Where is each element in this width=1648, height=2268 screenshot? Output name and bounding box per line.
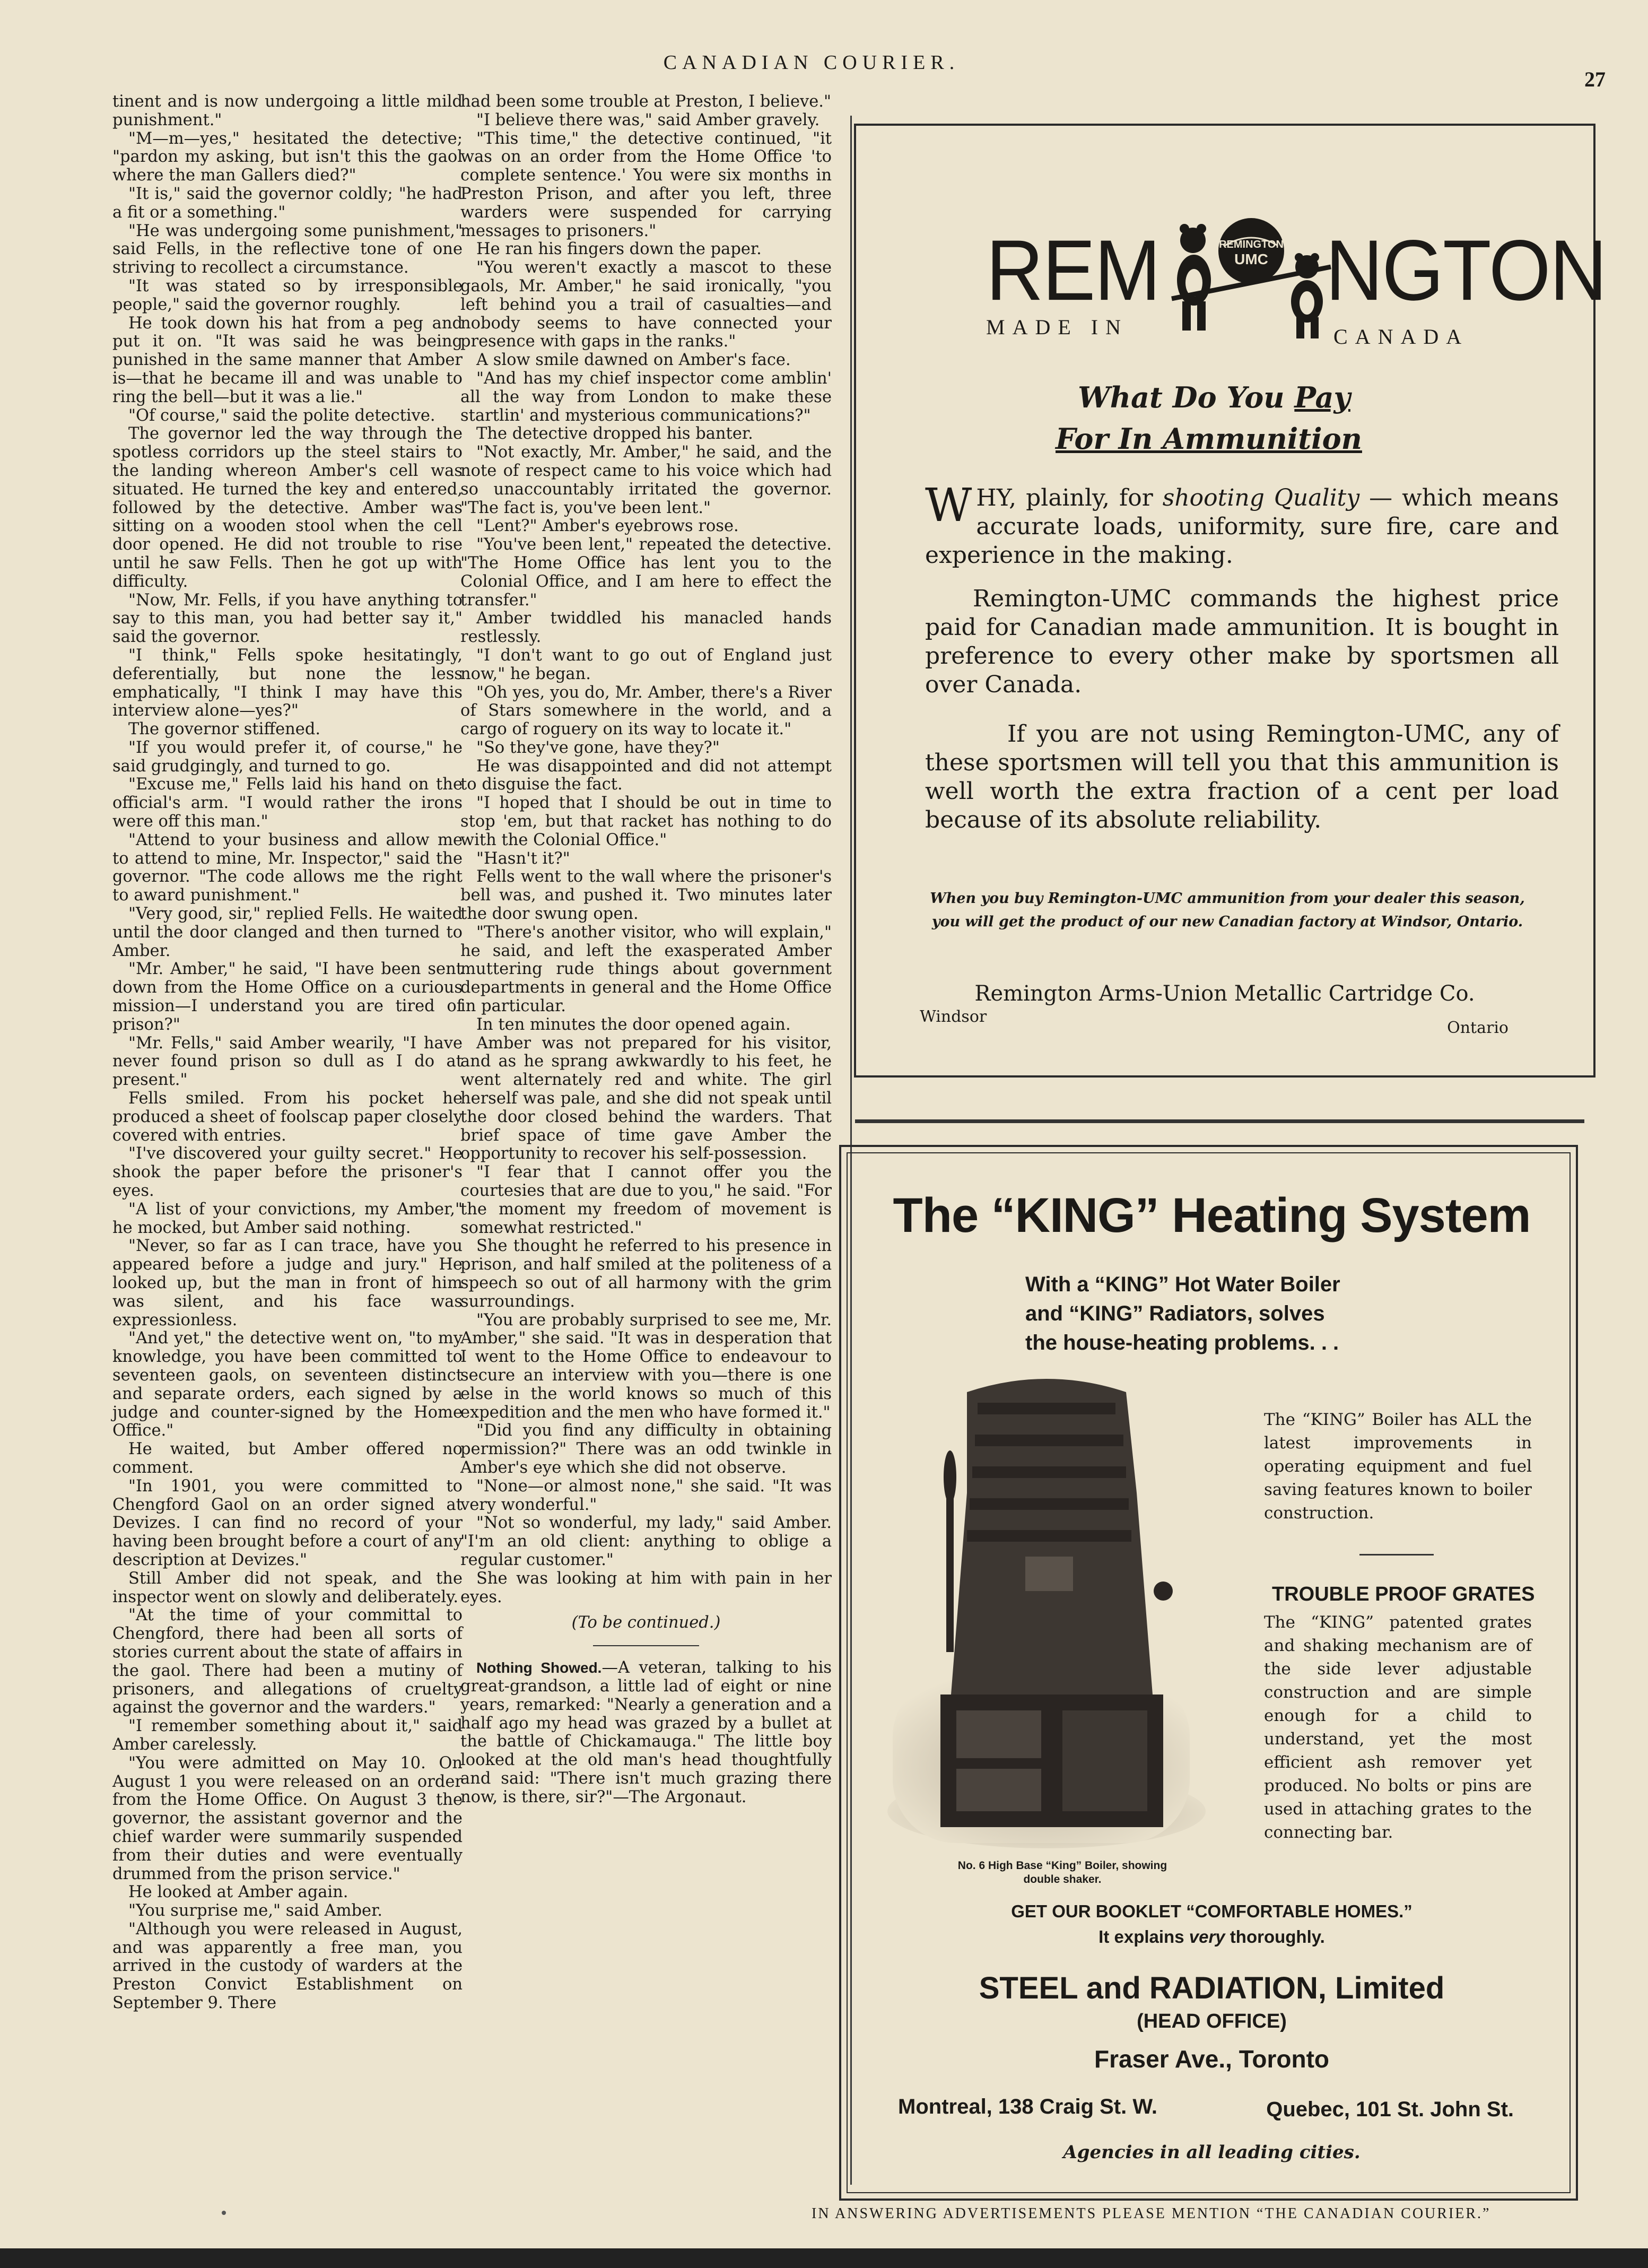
- caption-line: double shaker.: [1023, 1873, 1102, 1885]
- remington-emblem-icon: [1161, 208, 1336, 341]
- paragraph: "This time," the detective continued, "it was on an order from the Home Office 'to complete sentence.' You were six months in Preston Prison, and after you left, three warders were suspended for carrying messages to prisoners.": [460, 129, 832, 240]
- ad-separator: [855, 1119, 1584, 1123]
- montreal-address: Montreal, 138 Craig St. W.: [898, 2095, 1158, 2118]
- paragraph: Fells smiled. From his pocket he produced a sheet of foolscap paper closely covered with entries.: [112, 1089, 463, 1145]
- paragraph: "You were admitted on May 10. On August 1 you were released on an order from the Home Office. On August 3 the governor, the assistant governor and the chief warder were summarily suspended from their duties and were eventually drummed from the prison service.": [112, 1753, 463, 1883]
- paragraph: "Lent?" Amber's eyebrows rose.: [476, 517, 739, 536]
- paragraph: The detective dropped his banter.: [476, 424, 753, 444]
- boiler-description: The “KING” Boiler has ALL the latest improvements in operating equipment and fuel saving features known to boiler construction.: [1264, 1410, 1532, 1523]
- paragraph: She thought he referred to his presence in prison, and half smiled at the politeness of a speech so out of all harmony with the grim surroundings.: [460, 1237, 832, 1311]
- ad-title: The “KING” Heating System: [893, 1188, 1531, 1242]
- booklet-text: thoroughly.: [1225, 1927, 1325, 1947]
- ad-text: — which means accurate loads, uniformity, sure fire, care and experience in the making.: [925, 484, 1559, 569]
- booklet-line: GET OUR BOOKLET “COMFORTABLE HOMES.”: [1011, 1901, 1412, 1921]
- paragraph: "I believe there was," said Amber gravely.: [476, 110, 820, 129]
- paragraph: He looked at Amber again.: [128, 1883, 348, 1902]
- paragraph: "It was stated so by irresponsible people," said the governor roughly.: [112, 276, 463, 314]
- paragraph: Still Amber did not speak, and the inspector went on slowly and deliberately.: [112, 1569, 463, 1606]
- paragraph: "Now, Mr. Fells, if you have anything to say to this man, you had better say it," said the governor.: [112, 590, 463, 647]
- paragraph: "None—or almost none," she said. "It was very wonderful.": [460, 1476, 832, 1514]
- paragraph: "Hasn't it?": [476, 849, 570, 868]
- paragraph: "There's another visitor, who will explain," he said, and left the exasperated Amber muttering rude things about government departments in general and the Home Office in particular.: [460, 923, 832, 1016]
- paragraph: "I've discovered your guilty secret." He shook the paper before the prisoner's eyes.: [112, 1144, 463, 1201]
- ad-italic-text: shooting Quality: [1162, 484, 1360, 511]
- paragraph: "Although you were released in August, and was apparently a free man, you arrived in the custody of warders at the Preston Convict Establishment on September 9. There: [112, 1919, 463, 2013]
- king-heating-advertisement: [839, 1145, 1578, 2201]
- paragraph: "Attend to your business and allow me to attend to mine, Mr. Inspector," said the governor. "The code allows me the right to award punishment.": [112, 830, 463, 905]
- paragraph: The governor led the way through the spotless corridors up the steel stairs to the landing whereon Amber's cell was situated. He turned the key and entered, followed by the detective. Amber was sitting on a wooden stool when the cell door opened. He did not trouble to rise until he saw Fells. Then he got up with difficulty.: [112, 424, 463, 591]
- ad-paragraph-1: [925, 479, 1559, 570]
- grates-heading: TROUBLE PROOF GRATES: [1272, 1583, 1535, 1605]
- booklet-emphasis: very: [1189, 1927, 1225, 1947]
- logo-text-right: NGTON: [1326, 222, 1606, 318]
- page-footer: IN ANSWERING ADVERTISEMENTS PLEASE MENTION “THE CANADIAN COURIER.”: [812, 2205, 1491, 2222]
- paragraph: She was looking at him with pain in her eyes.: [460, 1569, 832, 1606]
- ad-paragraph-2: Remington-UMC commands the highest price paid for Canadian made ammunition. It is bought in preference to every other make by sportsmen all over Canada.: [925, 585, 1559, 698]
- caption-line: No. 6 High Base “King” Boiler, showing: [957, 1859, 1167, 1872]
- paragraph: "And yet," the detective went on, "to my knowledge, you have been committed to seventeen gaols, on seventeen distinct and separate orders, each signed by a judge and counter-signed by the Home Office.": [112, 1329, 463, 1440]
- paragraph: "Not so wonderful, my lady," said Amber. "I'm an old client: anything to oblige a regular customer.": [460, 1514, 832, 1569]
- ad-company-name: Remington Arms-Union Metallic Cartridge Co.: [974, 981, 1475, 1006]
- paragraph: "Very good, sir," replied Fells. He waited until the door clanged and then turned to Amber.: [112, 905, 463, 960]
- booklet-text: It explains: [1098, 1927, 1189, 1947]
- paragraph: In ten minutes the door opened again.: [476, 1015, 791, 1034]
- paragraph: "And has my chief inspector come amblin' all the way from London to make these startlin' and mysterious communications?": [460, 369, 832, 425]
- subtitle-line: With a “KING” Hot Water Boiler: [1025, 1273, 1340, 1296]
- logo-text-left: REM: [986, 222, 1160, 318]
- image-caption: [903, 1859, 1222, 1887]
- paragraph: He ran his fingers down the paper.: [476, 240, 762, 259]
- headline-text: What Do You: [1078, 380, 1295, 414]
- paragraph: "You've been lent," repeated the detective. "The Home Office has lent you to the Colonial Office, and I am here to effect the transfer.": [460, 535, 832, 610]
- paragraph: He was disappointed and did not attempt to disguise the fact.: [460, 757, 832, 794]
- ad-text: HY, plainly, for: [976, 484, 1163, 511]
- paragraph: "I fear that I cannot offer you the courtesies that are due to you," he said. "For the moment my freedom of movement is somewhat restricted.": [460, 1163, 832, 1237]
- agencies-note: Agencies in all leading cities.: [1063, 2142, 1361, 2163]
- page-number: 27: [1584, 67, 1606, 91]
- running-head: CANADIAN COURIER.: [663, 51, 960, 74]
- ad-headline-line-2: [840, 422, 1577, 456]
- paragraph: "You surprise me," said Amber.: [128, 1901, 382, 1921]
- paragraph: He took down his hat from a peg and put it on. "It was said he was being punished in the same manner that Amber is—that he became ill and was unable to ring the bell—but it was a lie.": [112, 314, 463, 406]
- section-divider: [593, 1645, 699, 1646]
- booklet-offer: [848, 1899, 1576, 1950]
- drop-cap: W: [925, 479, 972, 532]
- paragraph: "Never, so far as I can trace, have you appeared before a judge and jury." He looked up, but the man in front of him was silent, and his face was expressionless.: [112, 1237, 463, 1329]
- anecdote: [460, 1659, 832, 1806]
- emblem-bottom-text: UMC: [1234, 251, 1268, 267]
- paragraph: Fells went to the wall where the prisoner's bell was, and pushed it. Two minutes later the door swung open.: [460, 867, 832, 924]
- canada-text: CANADA: [1333, 325, 1469, 349]
- paragraph: "Mr. Amber," he said, "I have been sent down from the Home Office on a curious mission—I understand you are tired of prison?": [112, 960, 463, 1034]
- headline-underlined: For In Ammunition: [1056, 422, 1362, 456]
- scan-edge: [0, 2248, 1648, 2268]
- paragraph: Amber twiddled his manacled hands restlessly.: [460, 609, 832, 647]
- anecdote-heading: Nothing Showed.: [476, 1659, 602, 1676]
- ad-province: Ontario: [1447, 1019, 1509, 1037]
- paragraph: "He was undergoing some punishment," said Fells, in the reflective tone of one striving to recollect a circumstance.: [112, 221, 463, 277]
- bear-right-icon: [1291, 253, 1323, 338]
- paragraph: Amber was not prepared for his visitor, and as he sprang awkwardly to his feet, he went alternately red and white. The girl herself was pale, and she did not speak until the door closed behind the warders. That brief space of time gave Amber the opportunity to recover his self-possession.: [460, 1033, 832, 1163]
- subtitle-line: the house-heating problems. . .: [1025, 1331, 1339, 1354]
- paragraph: "Of course," said the polite detective.: [128, 406, 435, 425]
- booklet-line-2: [848, 1924, 1576, 1950]
- paragraph: "At the time of your committal to Chengford, there had been all sorts of stories current about the state of affairs in the gaol. There had been a mutiny of prisoners, and allegations of cruelty against the governor and the warders.": [112, 1606, 463, 1717]
- headline-underlined: Pay: [1294, 380, 1350, 414]
- grates-description: The “KING” patented grates and shaking mechanism are of the side lever adjustable construction and are simple enough for a child to understand, yet the most efficient ash remover yet produced. No bolts or pins are used in attaching grates to the connecting bar.: [1264, 1613, 1532, 1842]
- paragraph: "I don't want to go out of England just now," he began.: [460, 646, 832, 683]
- remington-advertisement: [854, 124, 1606, 1077]
- boiler-illustration: [887, 1355, 1206, 1854]
- paragraph: had been some trouble at Preston, I believe.": [460, 92, 832, 111]
- print-speck: [222, 2211, 226, 2215]
- paragraph: "It is," said the governor coldly; "he had a fit or a something.": [112, 184, 463, 222]
- paragraph: "A list of your convictions, my Amber," he mocked, but Amber said nothing.: [112, 1200, 463, 1237]
- quebec-address: Quebec, 101 St. John St.: [1266, 2098, 1514, 2121]
- paragraph: "If you would prefer it, of course," he said grudgingly, and turned to go.: [112, 738, 463, 776]
- remington-logo: [856, 222, 1606, 384]
- emblem-top-text: REMINGTON: [1219, 239, 1284, 250]
- paragraph: "In 1901, you were committed to Chengford Gaol on an order signed at Devizes. I can find no record of your having been brought before a court of any description at Devizes.": [112, 1476, 463, 1569]
- paragraph: "M—m—yes," hesitated the detective; "pardon my asking, but isn't this the gaol where the man Gallers died?": [112, 129, 463, 185]
- story-column-1: [112, 93, 463, 2013]
- ad-subtitle: [1025, 1270, 1340, 1358]
- ad-city: Windsor: [920, 1007, 987, 1026]
- paragraph: A slow smile dawned on Amber's face.: [476, 351, 791, 370]
- paragraph: "So they've gone, have they?": [476, 738, 720, 757]
- paragraph: "You are probably surprised to see me, Mr. Amber," she said. "It was in desperation that I went to the Home Office to endeavour to secure an interview with you—there is one else in the world knows so much of this expedition and the men who have formed it.": [460, 1310, 832, 1422]
- head-office-label: (HEAD OFFICE): [1137, 2010, 1287, 2032]
- paragraph: "I think," Fells spoke hesitatingly, deferentially, but none the less emphatically, "I think I may have this interview alone—yes?": [112, 646, 463, 720]
- paragraph: He waited, but Amber offered no comment.: [112, 1440, 463, 1477]
- paragraph: tinent and is now undergoing a little mild punishment.": [112, 92, 463, 129]
- page-header: [0, 51, 1648, 91]
- subtitle-line: and “KING” Radiators, solves: [1025, 1302, 1325, 1325]
- paragraph: "Excuse me," Fells laid his hand on the official's arm. "I would rather the irons were off this man.": [112, 775, 463, 831]
- bear-left-icon: [1177, 224, 1211, 331]
- head-office-address: Fraser Ave., Toronto: [1094, 2045, 1330, 2073]
- to-be-continued: (To be continued.): [571, 1613, 721, 1632]
- anecdote-text: —A veteran, talking to his great-grandson, a little lad of eight or nine years, remarked: "Nearly a generation and a half ago my head was grazed by a bullet at the battle of Chickamauga." The little boy looked at the old man's head thoughtfully and said: "There isn't much grazing there now, is there, sir?"—The Argonaut.: [460, 1658, 832, 1806]
- paragraph: "I hoped that I should be out in time to stop 'em, but that racket has nothing to do with the Colonial Office.": [460, 794, 832, 849]
- divider: [1359, 1554, 1434, 1556]
- paragraph: "Oh yes, you do, Mr. Amber, there's a River of Stars somewhere in the world, and a cargo of roguery on its way to locate it.": [460, 683, 832, 739]
- paragraph: "Mr. Fells," said Amber wearily, "I have never found prison so dull as I do at present.": [112, 1033, 463, 1090]
- ad-inner-border: [847, 1152, 1571, 2193]
- paragraph: "Did you find any difficulty in obtaining permission?" There was an odd twinkle in Amber's eye which she did not observe.: [460, 1421, 832, 1477]
- ad-headline-line-1: [845, 380, 1583, 414]
- ad-note: When you buy Remington-UMC ammunition from your dealer this season, you will get the product of our new Canadian factory at Windsor, Ontario.: [930, 890, 1525, 930]
- paragraph: "Not exactly, Mr. Amber," he said, and the note of respect came to his voice which had so unaccountably irritated the governor. "The fact is, you've been lent.": [460, 443, 832, 517]
- made-in-text: MADE IN: [986, 315, 1128, 339]
- ad-paragraph-3: If you are not using Remington-UMC, any of these sportsmen will tell you that this ammunition is well worth the extra fraction of a cent per load because of its absolute reliability.: [925, 720, 1559, 833]
- story-column-2: [460, 93, 832, 1807]
- paragraph: The governor stiffened.: [128, 720, 321, 739]
- paragraph: "I remember something about it," said Amber carelessly.: [112, 1717, 463, 1754]
- paragraph: "You weren't exactly a mascot to these gaols, Mr. Amber," he said ironically, "you left behind you a trail of casualties—and nobody seems to have connected your presence with gaps in the ranks.": [460, 258, 832, 351]
- company-name: STEEL and RADIATION, Limited: [979, 1971, 1445, 2005]
